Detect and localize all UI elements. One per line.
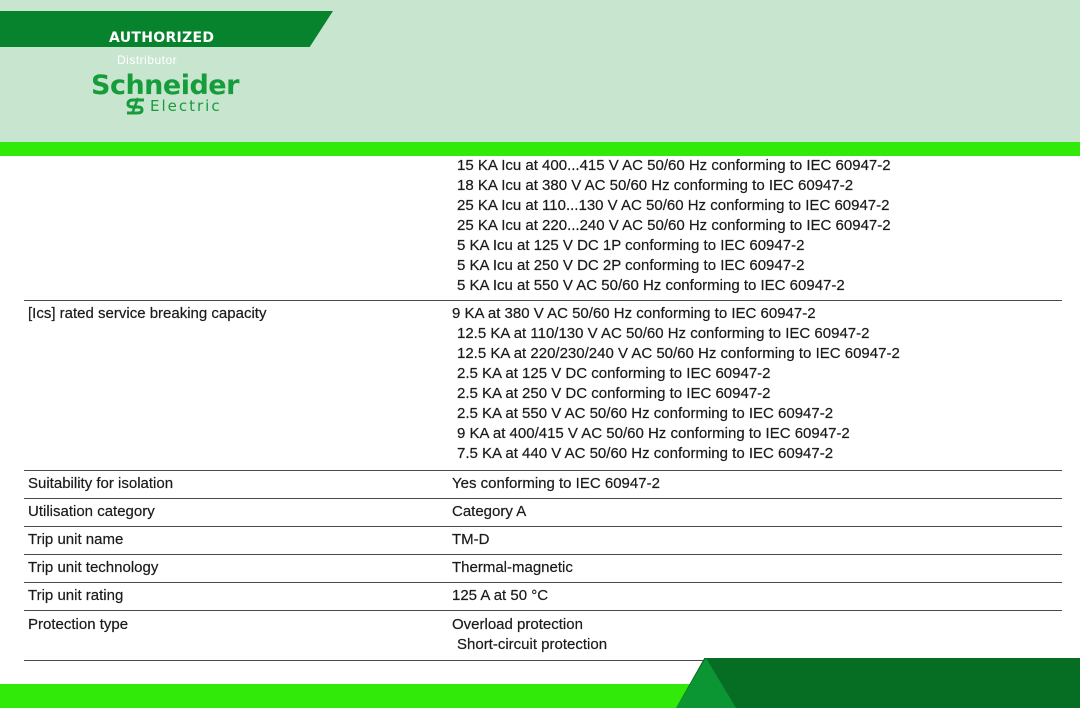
spec-value: 2.5 KA at 550 V AC 50/60 Hz conforming to IEC 60947-2 xyxy=(457,405,834,422)
spec-values xyxy=(452,558,1062,578)
schneider-logo-text: Schneider xyxy=(91,70,239,101)
spec-values xyxy=(452,586,1062,606)
spec-row xyxy=(24,471,1062,499)
spec-value: Yes conforming to IEC 60947-2 xyxy=(452,475,660,492)
spec-values xyxy=(452,502,1062,522)
spec-value: 5 KA Icu at 250 V DC 2P conforming to IEC 60947-2 xyxy=(457,257,805,274)
spec-value: Thermal-magnetic xyxy=(452,559,573,576)
spec-label: Trip unit name xyxy=(28,531,124,548)
spec-row xyxy=(24,611,1062,661)
spec-values xyxy=(452,156,1062,296)
spec-values xyxy=(452,474,1062,494)
spec-values xyxy=(452,304,1062,464)
spec-value: 7.5 KA at 440 V AC 50/60 Hz conforming to IEC 60947-2 xyxy=(457,445,834,462)
spec-value: Overload protection xyxy=(452,616,583,633)
spec-value: 9 KA at 400/415 V AC 50/60 Hz conforming to IEC 60947-2 xyxy=(457,425,850,442)
spec-value: TM-D xyxy=(452,531,490,548)
spec-label: Suitability for isolation xyxy=(28,475,174,492)
spec-value: 2.5 KA at 125 V DC conforming to IEC 60947-2 xyxy=(457,365,771,382)
spec-value: 12.5 KA at 110/130 V AC 50/60 Hz conforming to IEC 60947-2 xyxy=(457,325,870,342)
spec-value: 12.5 KA at 220/230/240 V AC 50/60 Hz conforming to IEC 60947-2 xyxy=(457,345,900,362)
spec-row xyxy=(24,527,1062,555)
spec-value: Category A xyxy=(452,503,527,520)
electric-logo xyxy=(124,97,222,115)
spec-values xyxy=(452,615,1062,655)
spec-values xyxy=(452,530,1062,550)
spec-value: 5 KA Icu at 550 V AC 50/60 Hz conforming to IEC 60947-2 xyxy=(457,277,845,294)
spec-label: [Ics] rated service breaking capacity xyxy=(28,305,267,322)
spec-label: Utilisation category xyxy=(28,503,155,520)
spec-value: Short-circuit protection xyxy=(457,636,608,653)
spec-value: 25 KA Icu at 110...130 V AC 50/60 Hz conforming to IEC 60947-2 xyxy=(457,197,890,214)
spec-row xyxy=(24,555,1062,583)
top-accent-bar xyxy=(0,142,1080,156)
spec-label: Trip unit technology xyxy=(28,559,159,576)
bottom-dark-band xyxy=(676,658,1080,708)
spec-label xyxy=(24,156,452,176)
spec-value: 5 KA Icu at 125 V DC 1P conforming to IEC 60947-2 xyxy=(457,237,805,254)
spec-row xyxy=(24,499,1062,527)
schneider-s-mark-icon xyxy=(124,97,148,115)
spec-value: 25 KA Icu at 220...240 V AC 50/60 Hz conforming to IEC 60947-2 xyxy=(457,217,891,234)
spec-value: 2.5 KA at 250 V DC conforming to IEC 60947-2 xyxy=(457,385,771,402)
spec-row xyxy=(24,583,1062,611)
branding-header xyxy=(0,0,1080,142)
spec-label: Trip unit rating xyxy=(28,587,124,604)
spec-value: 9 KA at 380 V AC 50/60 Hz conforming to IEC 60947-2 xyxy=(452,305,816,322)
specification-table xyxy=(24,156,1062,661)
spec-label: Protection type xyxy=(28,616,129,633)
spec-row xyxy=(24,156,1062,301)
distributor-label: Distributor xyxy=(117,53,178,67)
spec-value: 125 A at 50 °C xyxy=(452,587,549,604)
electric-logo-text: Electric xyxy=(150,97,222,115)
spec-row xyxy=(24,301,1062,471)
spec-value: 18 KA Icu at 380 V AC 50/60 Hz conforming to IEC 60947-2 xyxy=(457,177,854,194)
spec-value: 15 KA Icu at 400...415 V AC 50/60 Hz conforming to IEC 60947-2 xyxy=(457,157,891,174)
authorized-label: AUTHORIZED xyxy=(109,30,215,46)
